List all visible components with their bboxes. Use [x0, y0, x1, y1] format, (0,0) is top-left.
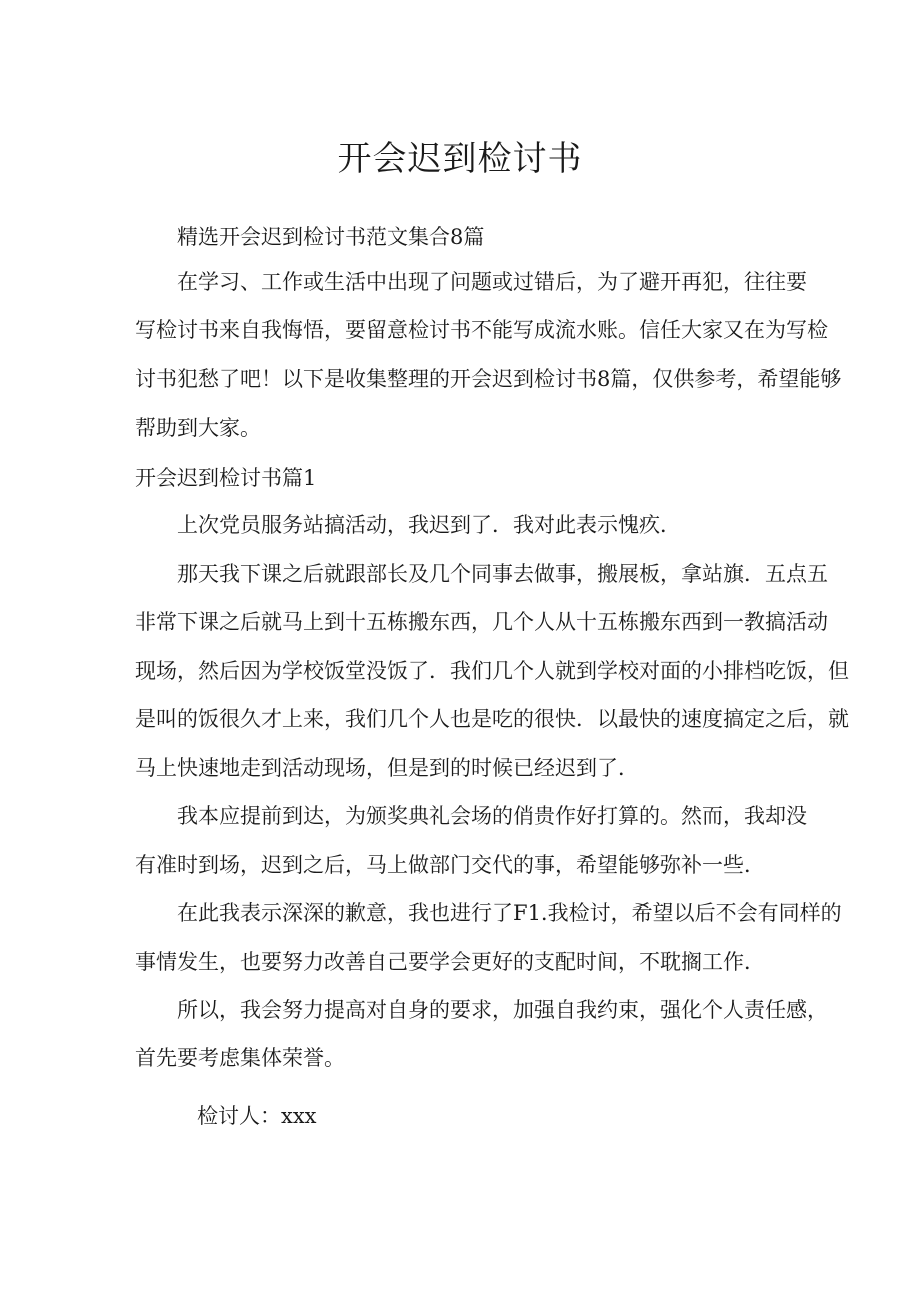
paragraph-2-line-1: 那天我下课之后就跟部长及几个同事去做事，搬展板，拿站旗．五点五 — [177, 562, 828, 586]
signature: 检讨人：xxx — [197, 1104, 317, 1128]
intro-line-3: 讨书犯愁了吧！以下是收集整理的开会迟到检讨书8篇，仅供参考，希望能够 — [135, 367, 842, 391]
paragraph-2-line-4: 是叫的饭很久才上来，我们几个人也是吃的很快．以最快的速度搞定之后，就 — [135, 707, 849, 731]
section-heading: 开会迟到检讨书篇1 — [135, 466, 317, 490]
paragraph-5-line-2: 首先要考虑集体荣誉。 — [135, 1046, 345, 1070]
intro-line-1: 在学习、工作或生活中出现了问题或过错后，为了避开再犯，往往要 — [177, 270, 807, 294]
paragraph-2-line-5: 马上快速地走到活动现场，但是到的时候已经迟到了． — [135, 756, 639, 780]
paragraph-1: 上次党员服务站搞活动，我迟到了．我对此表示愧疚． — [177, 513, 681, 537]
paragraph-3-line-1: 我本应提前到达，为颁奖典礼会场的俏贵作好打算的。然而，我却没 — [177, 804, 807, 828]
paragraph-2-line-2: 非常下课之后就马上到十五栋搬东西，几个人从十五栋搬东西到一教搞活动 — [135, 610, 828, 634]
intro-line-2: 写检讨书来自我悔悟，要留意检讨书不能写成流水账。信任大家又在为写检 — [135, 318, 828, 342]
paragraph-2-line-3: 现场，然后因为学校饭堂没饭了．我们几个人就到学校对面的小排档吃饭，但 — [135, 659, 849, 683]
paragraph-4-line-2: 事情发生，也要努力改善自己要学会更好的支配时间，不耽搁工作． — [135, 950, 765, 974]
paragraph-3-line-2: 有准时到场，迟到之后，马上做部门交代的事，希望能够弥补一些． — [135, 853, 765, 877]
document-subtitle: 精选开会迟到检讨书范文集合8篇 — [177, 225, 485, 249]
paragraph-5-line-1: 所以，我会努力提高对自身的要求，加强自我约束，强化个人责任感， — [177, 998, 828, 1022]
paragraph-4-line-1: 在此我表示深深的歉意，我也进行了F1.我检讨，希望以后不会有同样的 — [177, 901, 842, 925]
document-title: 开会迟到检讨书 — [337, 139, 583, 179]
intro-line-4: 帮助到大家。 — [135, 416, 261, 440]
